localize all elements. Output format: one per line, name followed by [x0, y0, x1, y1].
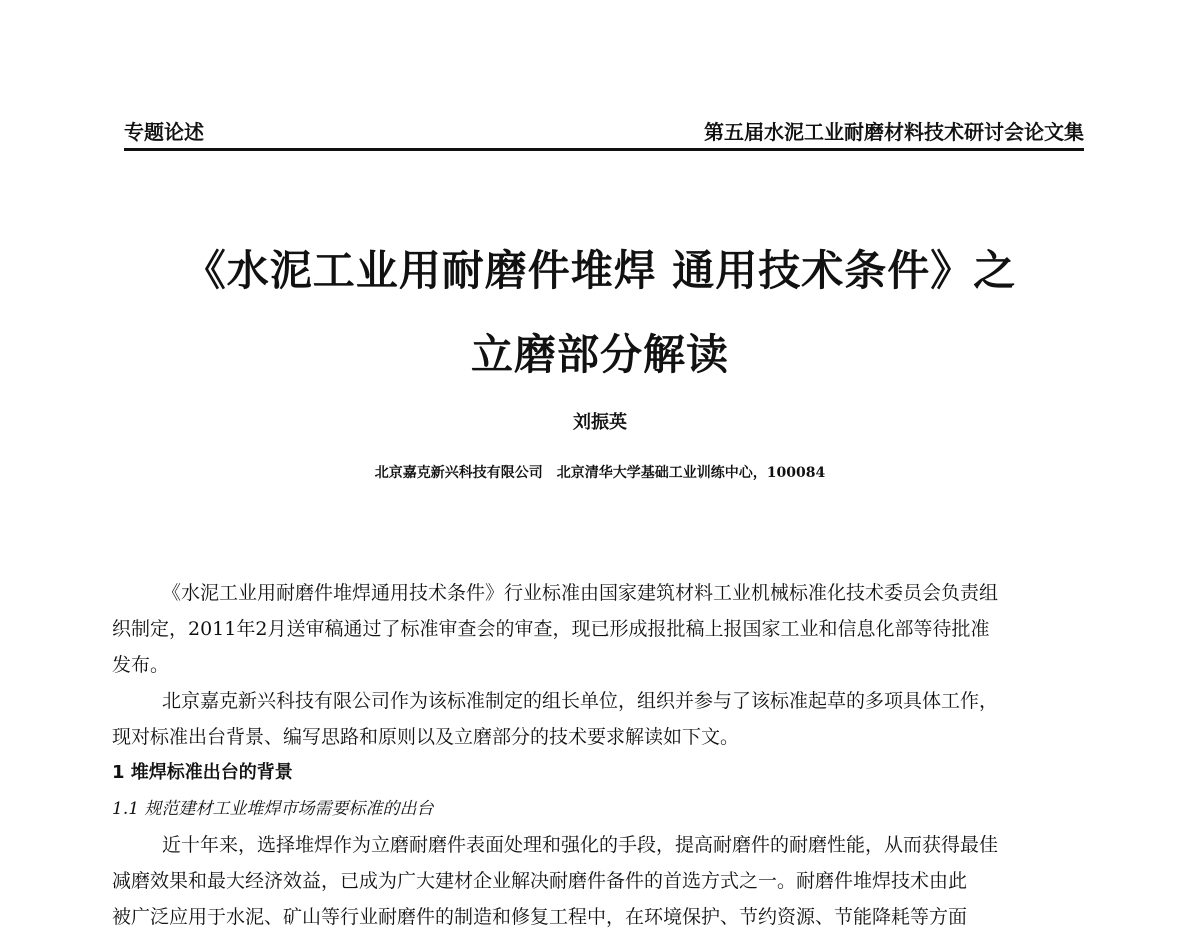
section-heading-1-1: 1.1 规范建材工业堆焊市场需要标准的出台 — [112, 799, 434, 819]
article-body — [112, 575, 1092, 935]
paragraph-3-line-3: 被广泛应用于水泥、矿山等行业耐磨件的制造和修复工程中，在环境保护、节约资源、节能降耗等方面 — [112, 906, 968, 928]
article-title-line-1: 《水泥工业用耐磨件堆焊 通用技术条件》之 — [183, 246, 1017, 295]
paragraph-2-line-1: 北京嘉克新兴科技有限公司作为该标准制定的组长单位，组织并参与了该标准起草的多项具体工作， — [162, 690, 999, 712]
article-title-line-2: 立磨部分解读 — [470, 330, 729, 379]
paragraph-2-line-2: 现对标准出台背景、编写思路和原则以及立磨部分的技术要求解读如下文。 — [112, 726, 740, 748]
section-heading-1: 1 堆焊标准出台的背景 — [112, 762, 293, 783]
running-header-proceedings: 第五届水泥工业耐磨材料技术研讨会论文集 — [704, 120, 1084, 144]
author: 刘振英 — [573, 412, 627, 433]
paragraph-1-line-1: 《水泥工业用耐磨件堆焊通用技术条件》行业标准由国家建筑材料工业机械标准化技术委员会负责组 — [162, 582, 999, 604]
paragraph-1-line-2: 织制定，2011年2月送审稿通过了标准审查会的审查，现已形成报批稿上报国家工业和信息化部等待批准 — [112, 618, 990, 640]
paragraph-3-line-2: 减磨效果和最大经济效益，已成为广大建材企业解决耐磨件备件的首选方式之一。耐磨件堆焊技术由此 — [112, 870, 968, 892]
header-rule — [124, 148, 1084, 151]
paragraph-3-line-1: 近十年来，选择堆焊作为立磨耐磨件表面处理和强化的手段，提高耐磨件的耐磨性能，从而获得最佳 — [162, 834, 999, 856]
paragraph-1-line-3: 发布。 — [112, 654, 170, 676]
running-header-section: 专题论述 — [124, 120, 204, 144]
affiliation: 北京嘉克新兴科技有限公司 北京清华大学基础工业训练中心，100084 — [374, 465, 826, 481]
